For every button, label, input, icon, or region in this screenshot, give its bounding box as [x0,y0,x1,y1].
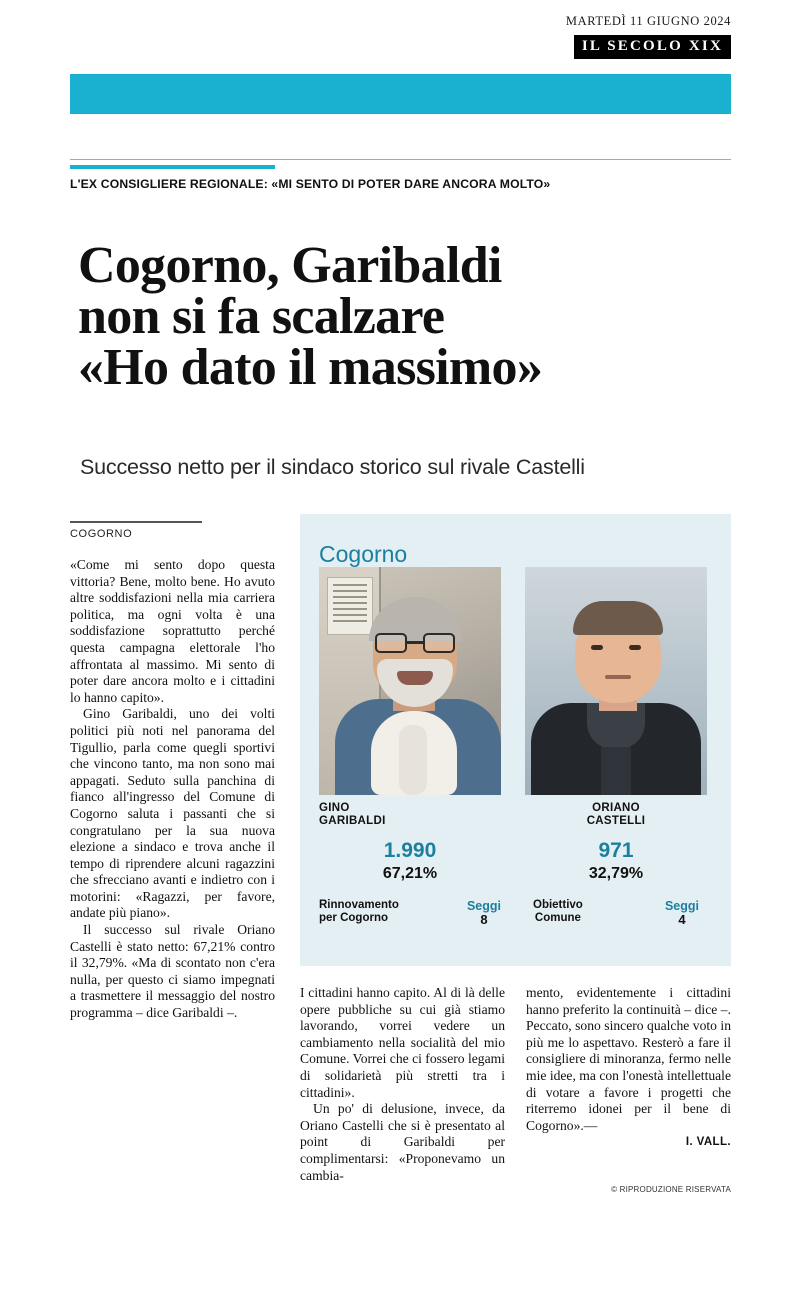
candidate-photo-garibaldi [319,567,501,795]
body-column-2 [300,985,505,1184]
list-name-line-2: Comune [534,912,581,924]
candidate-name [525,802,707,828]
list-name-line-1: Obiettivo [533,899,583,911]
paragraph: mento, evidentemente i cittadini hanno preferito la continuità – dice –. Peccato, sono sincero qualche voto in più me lo aspettavo. Resterò a fare il consigliere di minoranza, fermo nelle mie idee, ma con l'onestà intellettuale di votare a favore i progetti che riterremo idonei per il bene di Cogorno».— [526,985,731,1133]
candidate-card-garibaldi [319,567,501,927]
candidate-list-row [319,899,501,927]
page-title [78,236,758,396]
candidate-list-name [533,899,583,925]
paragraph: Gino Garibaldi, uno dei volti politici più noti nel panorama del Tigullio, parla come quegli sportivi che vincono tanto, ma non sono mai appagati. Seduto sulla panchina di fianco all'ingresso del Comune di Cogorno saluta i passanti che si congratulano per la sua nuova elezione a sindaco e trova anche il tempo di riprendere alcuni ragazzini che sfrecciano avanti e indietro con i motorini: «Ragazzi, per favore, andate più piano». [70,706,275,921]
seats-label: Seggi [664,899,699,913]
newspaper-logo: IL SECOLO XIX [574,35,731,59]
candidate-percent: 32,79% [588,865,644,882]
seats-value: 8 [480,912,488,927]
dateline-rule [70,521,202,523]
candidate-percent: 67,21% [382,865,438,882]
paragraph: Un po' di delusione, invece, da Oriano Castelli che si è presentato al point di Garibaldi per complimentarsi: «Proponevamo un cambia- [300,1101,505,1183]
candidate-votes: 1.990 [383,839,437,862]
publication-date: MARTEDÌ 11 GIUGNO 2024 [565,14,731,28]
seats-value: 4 [678,912,686,927]
seats-label: Seggi [466,899,501,913]
candidate-card-castelli [525,567,707,927]
candidate-name [319,802,501,828]
candidate-votes: 971 [598,839,634,862]
list-name-line-2: per Cogorno [319,912,388,924]
candidate-seats [665,899,699,927]
kicker-divider [70,159,731,160]
election-results-box [300,514,731,966]
candidate-seats [467,899,501,927]
dateline: COGORNO [70,528,133,540]
candidate-last-name: GARIBALDI [319,815,386,827]
candidate-first-name: GINO [319,802,350,814]
candidate-first-name: ORIANO [592,802,640,814]
paragraph: «Come mi sento dopo questa vittoria? Bene, molto bene. Ho avuto altre soddisfazioni nella mia carriera politica, ma ogni volta è una soddisfazione soprattutto perché questa campagna elettorale l'ho affrontata al massimo. Mi sento di poter dare ancora molto e i cittadini lo hanno capito». [70,557,275,705]
candidate-photo-castelli [525,567,707,795]
candidate-last-name: CASTELLI [586,815,646,827]
headline-line-1: Cogorno, Garibaldi [78,236,502,294]
article-subhead: Successo netto per il sindaco storico sul rivale Castelli [80,455,585,479]
paragraph: Il successo sul rivale Oriano Castelli è stato netto: 67,21% contro il 32,79%. «Ma di scontato non c'era nulla, per questo ci siamo impegnati a trasmettere il messaggio del nostro programma – dice Garibaldi –. [70,922,275,1021]
masthead [566,14,731,59]
candidate-list-row [525,899,707,927]
headline-line-3: «Ho dato il massimo» [78,338,543,396]
results-box-title: Cogorno [319,541,408,567]
article-byline: I. VALL. [685,1136,731,1149]
body-column-3 [526,985,731,1151]
top-color-band [70,74,731,114]
article-kicker: L'EX CONSIGLIERE REGIONALE: «MI SENTO DI POTER DARE ANCORA MOLTO» [70,177,551,191]
list-name-line-1: Rinnovamento [319,899,399,911]
headline-line-2: non si fa scalzare [78,287,445,345]
copyright-notice: © RIPRODUZIONE RISERVATA [611,1185,731,1194]
candidate-list-name [319,899,399,925]
body-column-1 [70,557,275,1022]
paragraph: I cittadini hanno capito. Al di là delle opere pubbliche su cui già stiamo lavorando, vorrei vedere un cambiamento nella socialità del mio Comune. Vorrei che ci fossero legami di solidarietà più stretti tra i cittadini». [300,985,505,1100]
kicker-accent-bar [70,165,275,169]
